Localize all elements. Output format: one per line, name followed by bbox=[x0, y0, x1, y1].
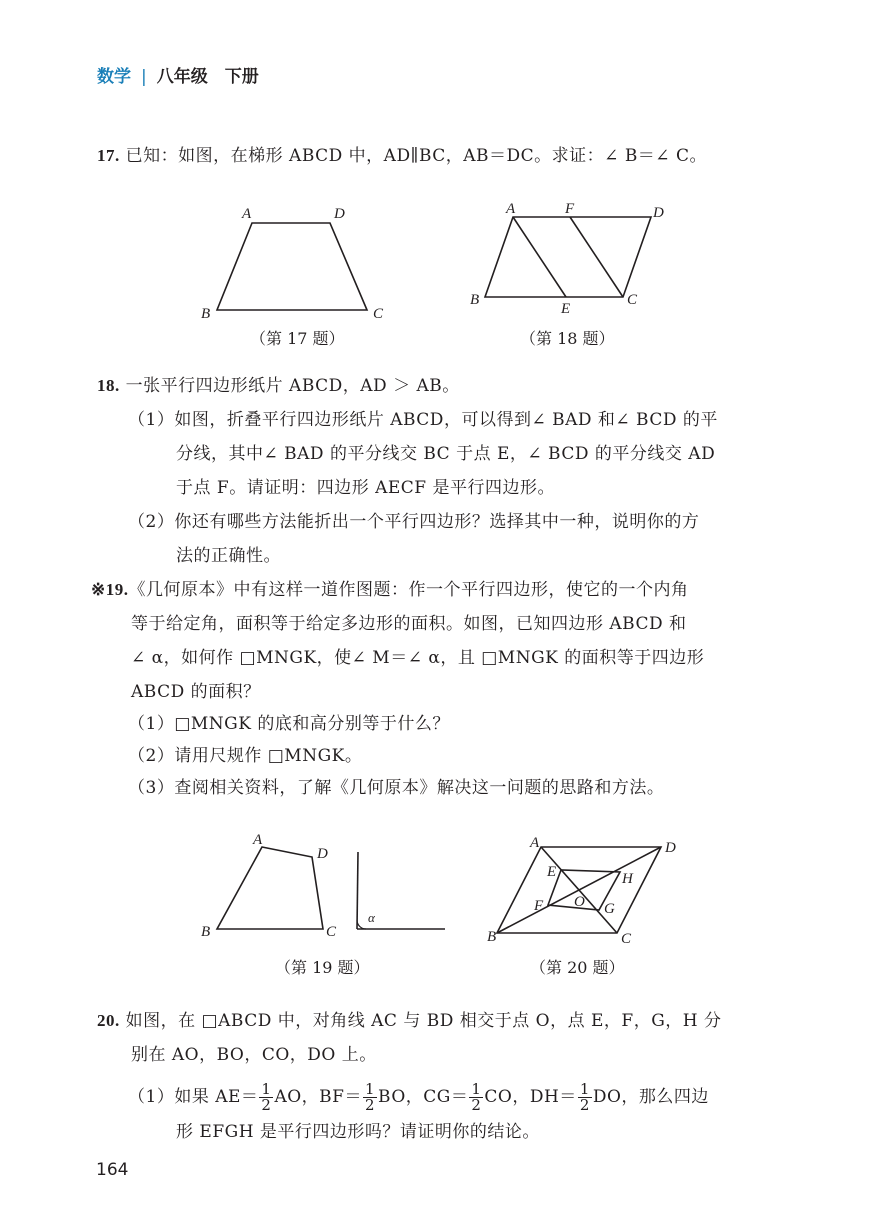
q17-number: 17. bbox=[97, 146, 120, 165]
diagonal-bd bbox=[497, 847, 661, 933]
q20-p1-prefix: （1）如果 AE＝ bbox=[128, 1087, 259, 1107]
q17-line1 bbox=[97, 145, 707, 167]
q20-part1-line2: 形 EFGH 是平行四边形吗？请证明你的结论。 bbox=[176, 1122, 540, 1142]
label-d: D bbox=[665, 840, 676, 856]
q18-part1-line2: 分线，其中∠ BAD 的平分线交 BC 于点 E，∠ BCD 的平分线交 AD bbox=[176, 444, 716, 464]
q20-p1-c: CO，DH＝ bbox=[484, 1087, 577, 1107]
q20-line1 bbox=[97, 1010, 722, 1032]
angle-ray-vertical bbox=[357, 852, 358, 929]
q19-part2: （2）请用尺规作 □MNGK。 bbox=[128, 746, 363, 766]
q20-p1-b: BO，CG＝ bbox=[378, 1087, 469, 1107]
q19-part3: （3）查阅相关资料，了解《几何原本》解决这一问题的思路和方法。 bbox=[128, 778, 665, 798]
label-b: B bbox=[201, 306, 211, 322]
figure-17-caption: （第 17 题） bbox=[250, 329, 345, 348]
figure-19 bbox=[195, 830, 455, 945]
header-separator: | bbox=[141, 67, 147, 87]
q17-text: 已知：如图，在梯形 ABCD 中，AD∥BC，AB＝DC。求证：∠ B＝∠ C。 bbox=[125, 146, 707, 166]
label-c: C bbox=[373, 306, 384, 322]
label-d: D bbox=[653, 205, 664, 221]
q19-number: ※19. bbox=[91, 580, 129, 599]
q18-text: 一张平行四边形纸片 ABCD，AD ＞ AB。 bbox=[125, 376, 460, 396]
label-e: E bbox=[561, 301, 571, 317]
label-a: A bbox=[242, 206, 252, 222]
q18-part1-line3: 于点 F。请证明：四边形 AECF 是平行四边形。 bbox=[176, 478, 555, 498]
segment-fc bbox=[570, 217, 623, 297]
label-b: B bbox=[201, 924, 211, 940]
q19-part1: （1）□MNGK 的底和高分别等于什么？ bbox=[128, 714, 450, 734]
label-a: A bbox=[506, 201, 516, 217]
q18-part1-line1: （1）如图，折叠平行四边形纸片 ABCD，可以得到∠ BAD 和∠ BCD 的平 bbox=[128, 410, 718, 430]
fraction-half: $\frac{1}{2}$ bbox=[579, 1080, 590, 1114]
q19-line3: ∠ α，如何作 □MNGK，使∠ M＝∠ α，且 □MNGK 的面积等于四边形 bbox=[131, 648, 705, 668]
q18-line1 bbox=[97, 375, 460, 397]
label-c: C bbox=[627, 292, 638, 308]
trapezoid-abcd bbox=[217, 223, 367, 310]
page-header bbox=[97, 62, 259, 87]
fraction-half: $\frac{1}{2}$ bbox=[364, 1080, 376, 1114]
label-c: C bbox=[326, 924, 337, 940]
fraction-half: $\frac{1}{2}$ bbox=[261, 1080, 272, 1114]
label-b: B bbox=[470, 292, 480, 308]
q20-p1-a: AO，BF＝ bbox=[274, 1087, 362, 1107]
q18-part2-line2: 法的正确性。 bbox=[176, 546, 281, 566]
quadrilateral-abcd bbox=[217, 847, 323, 929]
figure-19-caption: （第 19 题） bbox=[275, 958, 370, 977]
q20-line2: 别在 AO，BO，CO，DO 上。 bbox=[131, 1045, 377, 1065]
grade-label: 八年级 下册 bbox=[156, 67, 259, 87]
figure-17 bbox=[195, 200, 405, 325]
q19-line1 bbox=[91, 579, 689, 601]
label-alpha: α bbox=[368, 910, 375, 925]
label-o: O bbox=[574, 894, 585, 910]
page-number: 164 bbox=[96, 1160, 129, 1180]
figure-20-caption: （第 20 题） bbox=[530, 958, 625, 977]
figure-18-caption: （第 18 题） bbox=[520, 329, 615, 348]
q20-number: 20. bbox=[97, 1011, 120, 1030]
q19-line2: 等于给定角，面积等于给定多边形的面积。如图，已知四边形 ABCD 和 bbox=[131, 614, 687, 634]
segment-ae bbox=[513, 217, 566, 297]
figure-20 bbox=[485, 830, 695, 950]
q19-line4: ABCD 的面积？ bbox=[131, 682, 261, 702]
label-a: A bbox=[530, 835, 540, 851]
q20-part1-line1 bbox=[128, 1080, 709, 1114]
q18-number: 18. bbox=[97, 376, 120, 395]
subject-title: 数学 bbox=[97, 67, 131, 87]
q20-p1-d: DO，那么四边 bbox=[592, 1087, 709, 1107]
label-c: C bbox=[621, 931, 632, 947]
q18-part2-line1: （2）你还有哪些方法能折出一个平行四边形？选择其中一种，说明你的方 bbox=[128, 512, 700, 532]
parallelogram-abcd bbox=[485, 217, 651, 297]
label-b: B bbox=[487, 929, 497, 945]
label-d: D bbox=[334, 206, 345, 222]
q19-text: 《几何原本》中有这样一道作图题：作一个平行四边形，使它的一个内角 bbox=[128, 580, 689, 600]
label-d: D bbox=[317, 846, 328, 862]
label-h: H bbox=[622, 871, 633, 887]
angle-arc bbox=[357, 920, 366, 929]
label-f: F bbox=[565, 201, 575, 217]
figure-18 bbox=[462, 195, 682, 320]
label-a: A bbox=[253, 832, 263, 848]
label-g: G bbox=[604, 901, 615, 917]
label-e: E bbox=[547, 864, 557, 880]
q20-text: 如图，在 □ABCD 中，对角线 AC 与 BD 相交于点 O，点 E，F，G，H 分 bbox=[125, 1011, 722, 1031]
fraction-half: $\frac{1}{2}$ bbox=[471, 1080, 482, 1114]
label-f: F bbox=[534, 898, 544, 914]
